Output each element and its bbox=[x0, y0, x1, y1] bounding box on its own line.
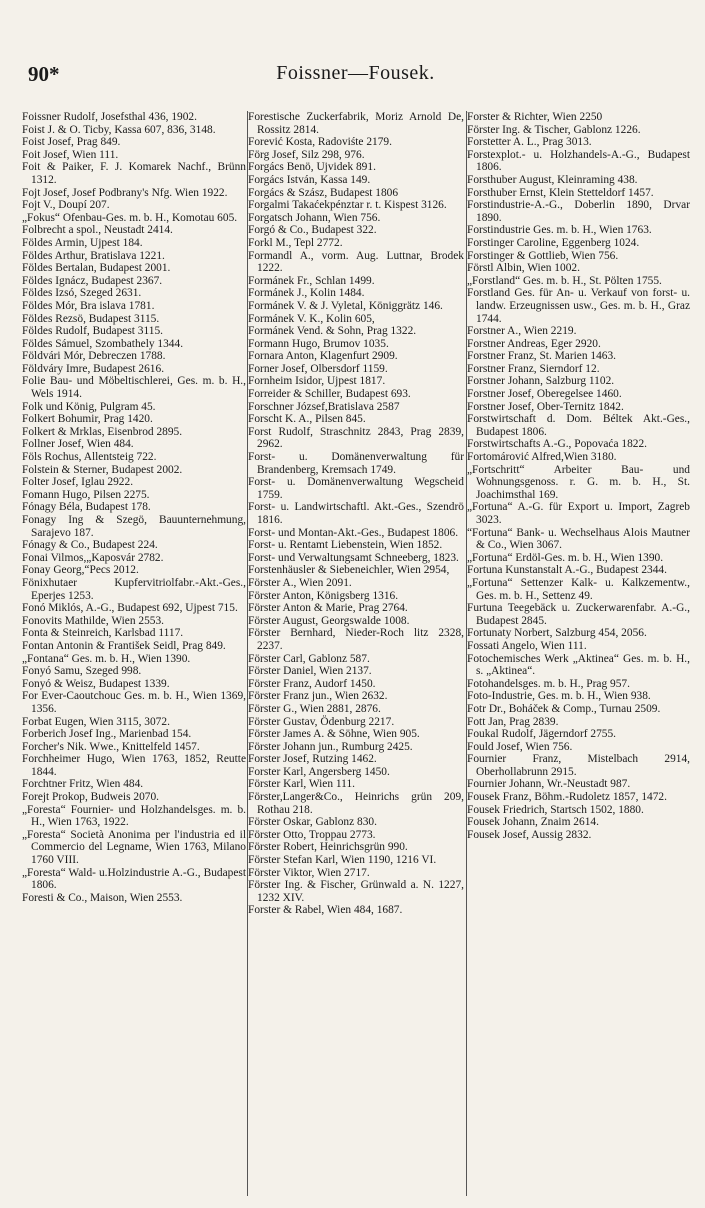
directory-entry: Folter Josef, Iglau 2922. bbox=[22, 476, 134, 489]
directory-entry: Forster Josef, Rutzing 1462. bbox=[248, 753, 377, 766]
directory-entry: Förster Karl, Wien 111. bbox=[248, 778, 355, 791]
directory-entry: „Forstland“ Ges. m. b. H., St. Pölten 1755. bbox=[467, 274, 662, 287]
directory-entry: Fönixhutaer Kupfervitriolfabr.-Akt.-Ges., Eperjes 1253. bbox=[22, 576, 246, 602]
directory-entry: Fonyó Samu, Szeged 998. bbox=[22, 665, 142, 678]
directory-entry: Forstinger & Gottlieb, Wien 756. bbox=[467, 249, 619, 262]
directory-entry: Förster Oskar, Gablonz 830. bbox=[248, 816, 377, 829]
directory-entry: Förster Anton, Königsberg 1316. bbox=[248, 589, 399, 602]
directory-entry: Fónagy & Co., Budapest 224. bbox=[22, 539, 158, 552]
directory-entry: Folie Bau- und Möbeltischlerei, Ges. m. b. H., Wels 1914. bbox=[22, 375, 246, 401]
directory-entry: Fournier Franz, Mistelbach 2914, Oberhollabrunn 2915. bbox=[467, 753, 690, 778]
directory-entry: Forstner Franz, Sierndorf 12. bbox=[467, 362, 600, 375]
directory-entry: Förster James A. & Söhne, Wien 905. bbox=[248, 728, 420, 741]
directory-entry: Forstner Franz, St. Marien 1463. bbox=[467, 350, 617, 363]
directory-entry: Forchheimer Hugo, Wien 1763, 1852, Reutte 1844. bbox=[22, 753, 246, 778]
directory-entry: Fónagy Béla, Budapest 178. bbox=[22, 501, 151, 514]
column-3 bbox=[467, 111, 690, 1201]
directory-entry: Földes Armin, Ujpest 184. bbox=[22, 236, 143, 249]
directory-entry: Foit & Paiker, F. J. Komarek Nachf., Brünn 1312. bbox=[22, 161, 246, 186]
directory-entry: Folk und König, Pulgram 45. bbox=[22, 400, 156, 413]
directory-entry: Forst- u. Domänenverwaltung Wegscheid 1759. bbox=[248, 476, 464, 501]
directory-entry: Földes Mór, Bra islava 1781. bbox=[22, 299, 155, 312]
directory-entry: Förg Josef, Silz 298, 976. bbox=[248, 148, 365, 161]
directory-entry: Fortuna Kunstanstalt A.-G., Budapest 2344. bbox=[467, 564, 667, 577]
directory-entry: Formánek Fr., Schlan 1499. bbox=[248, 274, 375, 287]
directory-entry: Forschner József,Bratislava 2587 bbox=[248, 400, 400, 413]
directory-entry: Follner Josef, Wien 484. bbox=[22, 438, 134, 451]
directory-entry: Folstein & Sterner, Budapest 2002. bbox=[22, 463, 183, 476]
directory-entry: Forstexplot.- u. Holzhandels-A.-G., Budapest 1806. bbox=[467, 148, 690, 174]
directory-entry: Forstetter A. L., Prag 3013. bbox=[467, 136, 592, 149]
page-number: 90* bbox=[28, 62, 60, 86]
directory-entry: Formann Hugo, Brumov 1035. bbox=[248, 337, 389, 350]
directory-entry: Forgó & Co., Budapest 322. bbox=[248, 224, 377, 237]
directory-entry: Forscht K. A., Pilsen 845. bbox=[248, 413, 366, 426]
directory-entry: „Fortuna“ Erdöl-Ges. m. b. H., Wien 1390. bbox=[467, 551, 664, 564]
directory-entry: Fousek Friedrich, Startsch 1502, 1880. bbox=[467, 803, 644, 816]
page-title: Foissner—Fousek. bbox=[276, 62, 435, 84]
directory-entry: Forcher's Nik. Wwe., Knittelfeld 1457. bbox=[22, 740, 200, 753]
directory-entry: Forestische Zuckerfabrik, Moriz Arnold De, Rossitz 2814. bbox=[248, 111, 464, 136]
directory-entry: Formánek V. & J. Vyletal, Königgrätz 146. bbox=[248, 299, 443, 312]
directory-entry: Forstner A., Wien 2219. bbox=[467, 325, 577, 338]
directory-entry: „Fortuna“ A.-G. für Export u. Import, Zagreb 3023. bbox=[467, 501, 690, 526]
directory-entry: „Fokus“ Ofenbau-Ges. m. b. H., Komotau 605. bbox=[22, 211, 238, 224]
directory-entry: Forst- u. Domänenverwaltung für Brandenberg, Kremsach 1749. bbox=[248, 451, 464, 476]
directory-entry: Förster Bernhard, Nieder-Roch litz 2328, 2237. bbox=[248, 627, 464, 652]
directory-entry: Fortunaty Norbert, Salzburg 454, 2056. bbox=[467, 627, 647, 640]
directory-entry: Forstinger Caroline, Eggenberg 1024. bbox=[467, 236, 640, 249]
directory-entry: Földes Bertalan, Budapest 2001. bbox=[22, 262, 171, 275]
directory-entry: Forstner Josef, Ober-Ternitz 1842. bbox=[467, 400, 624, 413]
directory-entry: Formánek Vend. & Sohn, Prag 1322. bbox=[248, 325, 417, 338]
directory-entry: Förster Johann jun., Rumburg 2425. bbox=[248, 740, 413, 753]
directory-entry: Fonovits Mathilde, Wien 2553. bbox=[22, 614, 165, 627]
directory-entry: Förster Franz, Audorf 1450. bbox=[248, 677, 376, 690]
directory-entry: Forst- u. Rentamt Liebenstein, Wien 1852. bbox=[248, 539, 443, 552]
directory-entry: Földes Rudolf, Budapest 3115. bbox=[22, 325, 164, 338]
directory-entry: Forstindustrie-A.-G., Doberlin 1890, Drvar 1890. bbox=[467, 199, 690, 224]
column-1 bbox=[22, 111, 246, 1201]
directory-entry: Förster Robert, Heinrichsgrün 990. bbox=[248, 841, 408, 854]
directory-entry: Förster Ing. & Tischer, Gablonz 1226. bbox=[467, 123, 641, 136]
directory-entry: Förster G., Wien 2881, 2876. bbox=[248, 702, 381, 715]
directory-entry: Fornheim Isidor, Ujpest 1817. bbox=[248, 375, 386, 388]
directory-entry: Földes Sámuel, Szombathely 1344. bbox=[22, 337, 184, 350]
directory-entry: Forchtner Fritz, Wien 484. bbox=[22, 778, 144, 791]
directory-entry: Fotohandelsges. m. b. H., Prag 957. bbox=[467, 677, 630, 690]
directory-entry: Fortomárović Alfred,Wien 3180. bbox=[467, 451, 617, 464]
directory-entry: „Fontana“ Ges. m. b. H., Wien 1390. bbox=[22, 652, 191, 665]
directory-entry: Fotochemisches Werk „Aktinea“ Ges. m. b. H., s. „Aktinea“. bbox=[467, 652, 690, 678]
directory-entry: Forgács & Szász, Budapest 1806 bbox=[248, 186, 399, 199]
directory-entry: Förster Daniel, Wien 2137. bbox=[248, 665, 372, 678]
directory-entry: „Foresta“ Wald- u.Holzindustrie A.-G., Budapest 1806. bbox=[22, 866, 246, 892]
directory-entry: Foissner Rudolf, Josefsthal 436, 1902. bbox=[22, 111, 197, 123]
directory-entry: Forreider & Schiller, Budapest 693. bbox=[248, 388, 411, 401]
directory-entry: Förster Carl, Gablonz 587. bbox=[248, 652, 370, 665]
directory-entry: Fonó Miklós, A.-G., Budapest 692, Ujpest 715. bbox=[22, 602, 238, 615]
directory-entry: Förster Otto, Troppau 2773. bbox=[248, 828, 376, 841]
directory-entry: Fojt Josef, Josef Podbrany's Nfg. Wien 1922. bbox=[22, 186, 228, 199]
directory-entry: Fotr Dr., Boháček & Comp., Turnau 2509. bbox=[467, 702, 661, 715]
directory-entry: Forstner Josef, Oberegelsee 1460. bbox=[467, 388, 622, 401]
directory-entry: Fonyó & Weisz, Budapest 1339. bbox=[22, 677, 170, 690]
directory-entry: Földváry Imre, Budapest 2616. bbox=[22, 362, 165, 375]
directory-entry: Formánek V. K., Kolin 605, bbox=[248, 312, 375, 325]
directory-entry: Forstindustrie Ges. m. b. H., Wien 1763. bbox=[467, 224, 652, 237]
directory-entry: Forst- und Montan-Akt.-Ges., Budapest 1806. bbox=[248, 526, 459, 539]
directory-entry: Forster & Richter, Wien 2250 bbox=[467, 111, 603, 123]
directory-entry: Fott Jan, Prag 2839. bbox=[467, 715, 559, 728]
directory-entry: Foukal Rudolf, Jägerndorf 2755. bbox=[467, 728, 617, 741]
directory-entry: Fonay Georg,“Pecs 2012. bbox=[22, 564, 139, 577]
directory-entry: Förster A., Wien 2091. bbox=[248, 576, 352, 589]
directory-entry: Földvári Mór, Debreczen 1788. bbox=[22, 350, 166, 363]
directory-entry: Földes Ignácz, Budapest 2367. bbox=[22, 274, 163, 287]
directory-entry: Forgács Benö, Ujvidek 891. bbox=[248, 161, 376, 174]
directory-entry: Forstwirtschaft d. Dom. Béltek Akt.-Ges., Budapest 1806. bbox=[467, 413, 690, 438]
directory-entry: Fomann Hugo, Pilsen 2275. bbox=[22, 488, 150, 501]
directory-entry: Fossati Angelo, Wien 111. bbox=[467, 639, 587, 652]
directory-entry: Forgács István, Kassa 149. bbox=[248, 173, 371, 186]
directory-entry: Fornara Anton, Klagenfurt 2909. bbox=[248, 350, 398, 363]
directory-entry: Forstner Johann, Salzburg 1102. bbox=[467, 375, 615, 388]
directory-entry: Forstner Andreas, Eger 2920. bbox=[467, 337, 601, 350]
directory-entry: Förster Viktor, Wien 2717. bbox=[248, 866, 370, 879]
directory-entry: Földes Rezsö, Budapest 3115. bbox=[22, 312, 160, 325]
directory-entry: Forgatsch Johann, Wien 756. bbox=[248, 211, 381, 224]
directory-entry: Fournier Johann, Wr.-Neustadt 987. bbox=[467, 778, 631, 791]
directory-entry: Formánek J., Kolin 1484. bbox=[248, 287, 365, 300]
directory-entry: „Fortuna“ Settenzer Kalk- u. Kalkzementw., Ges. m. b. H., Settenz 49. bbox=[467, 576, 690, 602]
directory-entry: Forstland Ges. für An- u. Verkauf von forst- u. landw. Erzeugnissen usw., Ges. m. b. H., Graz 1744. bbox=[467, 287, 690, 325]
directory-entry: Fousek Josef, Aussig 2832. bbox=[467, 828, 592, 841]
directory-entry: Förster Stefan Karl, Wien 1190, 1216 VI. bbox=[248, 854, 437, 867]
directory-entry: Folbrecht a spol., Neustadt 2414. bbox=[22, 224, 173, 237]
directory-entry: Förster,Langer&Co., Heinrichs grün 209, Rothau 218. bbox=[248, 791, 464, 816]
directory-entry: Földes Arthur, Bratislava 1221. bbox=[22, 249, 165, 262]
directory-entry: Fousek Johann, Znaim 2614. bbox=[467, 816, 599, 829]
directory-entry: Forberich Josef Ing., Marienbad 154. bbox=[22, 728, 192, 741]
directory-entry: Forst- u. Landwirtschaftl. Akt.-Ges., Szendrö 1816. bbox=[248, 501, 464, 526]
directory-columns bbox=[22, 111, 690, 1201]
directory-entry: Forstenhäusler & Siebeneichler, Wien 2954, bbox=[248, 564, 450, 577]
directory-entry: Förstl Albin, Wien 1002. bbox=[467, 262, 580, 275]
directory-entry: Földes Izsó, Szeged 2631. bbox=[22, 287, 142, 300]
directory-entry: Förster Gustav, Ödenburg 2217. bbox=[248, 715, 395, 728]
directory-entry: Forster Karl, Angersberg 1450. bbox=[248, 765, 390, 778]
directory-entry: Förster Ing. & Fischer, Grünwald a. N. 1227, 1232 XIV. bbox=[248, 879, 464, 904]
directory-entry: Forbat Eugen, Wien 3115, 3072. bbox=[22, 715, 170, 728]
directory-entry: Foist J. & O. Ticby, Kassa 607, 836, 3148. bbox=[22, 123, 216, 136]
directory-entry: Forst- und Verwaltungsamt Schneeberg, 1823. bbox=[248, 551, 459, 564]
directory-entry: Forević Kosta, Radoviśte 2179. bbox=[248, 136, 392, 149]
directory-entry: Fould Josef, Wien 756. bbox=[467, 740, 573, 753]
directory-entry: Foto-Industrie, Ges. m. b. H., Wien 938. bbox=[467, 690, 651, 703]
directory-entry: Forgalmi Takaćekpénztar r. t. Kispest 3126. bbox=[248, 199, 447, 212]
directory-entry: Foist Josef, Prag 849. bbox=[22, 136, 121, 149]
directory-entry: Forsthuber Ernst, Klein Stetteldorf 1457. bbox=[467, 186, 654, 199]
directory-entry: For Ever-Caoutchouc Ges. m. b. H., Wien 1369, 1356. bbox=[22, 690, 246, 715]
directory-entry: Furtuna Teegebäck u. Zuckerwarenfabr. A.-G., Budapest 2845. bbox=[467, 602, 690, 627]
directory-entry: Forner Josef, Olbersdorf 1159. bbox=[248, 362, 388, 375]
directory-entry: Foit Josef, Wien 111. bbox=[22, 148, 119, 161]
directory-entry: Fontan Antonin & František Seidl, Prag 849. bbox=[22, 639, 226, 652]
directory-entry: „Foresta“ Società Anonima per l'industria ed il Commercio del Legname, Wien 1763, Milano 1760 VIII. bbox=[22, 828, 246, 867]
directory-entry: Forejt Prokop, Budweis 2070. bbox=[22, 791, 160, 804]
directory-entry: Förster Anton & Marie, Prag 2764. bbox=[248, 602, 408, 615]
directory-entry: Forster & Rabel, Wien 484, 1687. bbox=[248, 904, 403, 917]
directory-entry: Forsthuber August, Kleinraming 438. bbox=[467, 173, 638, 186]
directory-entry: Fojt V., Doupí 207. bbox=[22, 199, 110, 212]
directory-entry: Folkert & Mrklas, Eisenbrod 2895. bbox=[22, 425, 183, 438]
column-2 bbox=[248, 111, 464, 1201]
directory-entry: Forstwirtschafts A.-G., Popovaća 1822. bbox=[467, 438, 648, 451]
directory-entry: Foresti & Co., Maison, Wien 2553. bbox=[22, 891, 183, 904]
directory-entry: Förster August, Georgswalde 1008. bbox=[248, 614, 410, 627]
directory-entry: Förster Franz jun., Wien 2632. bbox=[248, 690, 388, 703]
directory-entry: Forkl M., Tepl 2772. bbox=[248, 236, 343, 249]
directory-entry: “Fortuna“ Bank- u. Wechselhaus Alois Mautner & Co., Wien 3067. bbox=[467, 526, 690, 552]
directory-entry: Formandl A., vorm. Aug. Luttnar, Brodek 1222. bbox=[248, 249, 464, 275]
directory-entry: „Fortschritt“ Arbeiter Bau- und Wohnungsgenoss. r. G. m. b. H., St. Joachimsthal 169. bbox=[467, 463, 690, 501]
page-header bbox=[28, 62, 683, 92]
directory-entry: „Foresta“ Fournier- und Holzhandelsges. m. b. H., Wien 1763, 1922. bbox=[22, 803, 246, 829]
directory-entry: Fonai Vilmos,„Kaposvár 2782. bbox=[22, 551, 164, 564]
directory-entry: Fousek Franz, Böhm.-Rudoletz 1857, 1472. bbox=[467, 791, 667, 804]
directory-entry: Föls Rochus, Allentsteig 722. bbox=[22, 451, 157, 464]
directory-entry: Forst Rudolf, Straschnitz 2843, Prag 2839, 2962. bbox=[248, 425, 464, 451]
directory-entry: Fonta & Steinreich, Karlsbad 1117. bbox=[22, 627, 184, 640]
directory-entry: Fonagy Ing & Szegö, Bauunternehmung, Sarajevo 187. bbox=[22, 514, 246, 539]
directory-entry: Folkert Bohumir, Prag 1420. bbox=[22, 413, 153, 426]
